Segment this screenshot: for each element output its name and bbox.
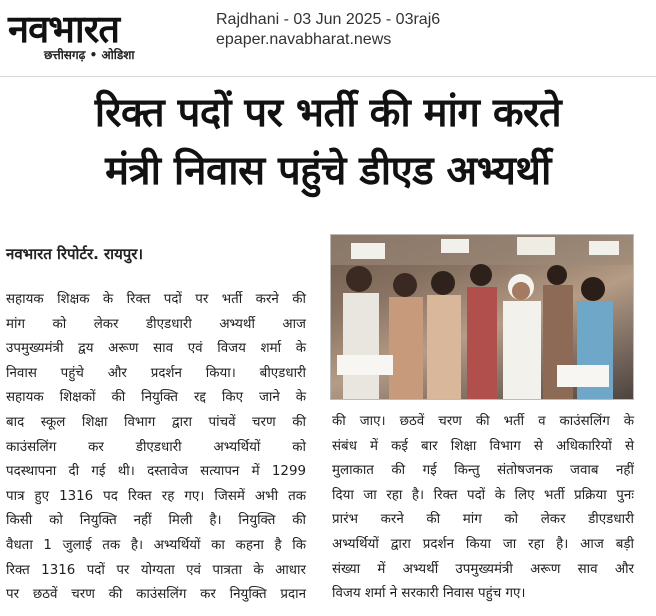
body-line: उपमुख्यमंत्री द्वय अरूण साव एवं विजय शर्मा के bbox=[6, 341, 306, 357]
headline-line-2: मंत्री निवास पहुंचे डीएड अभ्यर्थी bbox=[105, 148, 551, 194]
body-line: निवास पहुंचे और प्रदर्शन किया। बीएडधारी bbox=[6, 365, 306, 381]
logo-subtitle: छत्तीसगढ़ • ओडिशा bbox=[44, 48, 135, 62]
body-line: दिया जा रहा है। रिक्त पदों के लिए भर्ती प्रक्रिया पुनः bbox=[332, 487, 634, 503]
body-line: विजय शर्मा ने सरकारी निवास पहुंच गए। bbox=[332, 586, 526, 602]
protest-photo-illustration bbox=[331, 235, 633, 399]
body-line: रिक्त 1316 पदों पर योग्यता एवं पात्रता के आधार bbox=[6, 562, 306, 578]
body-line: पदस्थापना दी गई थी। दस्तावेज सत्यापन में 1299 bbox=[6, 464, 306, 480]
masthead bbox=[0, 0, 656, 70]
logo-wordmark: नवभारत bbox=[8, 7, 119, 51]
body-line: मांग को लेकर डीएडधारी अभ्यर्थी आज bbox=[6, 316, 306, 332]
edition-info bbox=[216, 10, 440, 50]
protest-photo bbox=[330, 234, 634, 400]
body-line: पात्र हुए 1316 पद रिक्त रह गए। जिसमें अभी तक bbox=[6, 488, 306, 504]
article-byline: नवभारत रिपोर्टर. रायपुर। bbox=[6, 245, 144, 263]
site-address: epaper.navabharat.news bbox=[216, 31, 392, 48]
newspaper-logo bbox=[8, 4, 200, 62]
body-line: काउंसलिंग कर डीएडधारी अभ्यर्थियों को bbox=[6, 439, 306, 455]
edition-line: Rajdhani - 03 Jun 2025 - 03raj6 bbox=[216, 11, 441, 28]
body-line: किसी को नियुक्ति नहीं मिली है। नियुक्ति की bbox=[6, 513, 306, 529]
body-line: अभ्यर्थियों द्वारा प्रदर्शन किया जा रहा है। आज बड़ी bbox=[332, 536, 634, 552]
body-line: की जाए। छठवें चरण की भर्ती व काउंसलिंग के bbox=[332, 414, 634, 429]
body-line: मुलाकात की गई किन्तु संतोषजनक जवाब नहीं bbox=[332, 463, 634, 479]
body-line: संख्या में अभ्यर्थी उपमुख्यमंत्री अरूण साव और bbox=[332, 561, 634, 577]
body-line: प्रारंभ करने की मांग को लेकर डीएडधारी bbox=[332, 512, 634, 528]
headline-line-1: रिक्त पदों पर भर्ती की मांग करते bbox=[94, 90, 562, 136]
article-headline bbox=[0, 84, 656, 200]
body-line: सहायक शिक्षकों की नियुक्ति रद्द किए जाने के bbox=[6, 390, 306, 406]
body-line: बाद स्कूल शिक्षा विभाग द्वारा पांचवें चरण की bbox=[6, 414, 306, 430]
body-line: वैधता 1 जुलाई तक है। अभ्यर्थियों का कहना है कि bbox=[6, 537, 306, 553]
body-line: पर छठवें चरण की काउंसलिंग कर नियुक्ति प्रदान bbox=[6, 587, 306, 603]
article-column-left bbox=[6, 288, 306, 608]
body-line: सहायक शिक्षक के रिक्त पदों पर भर्ती करने की bbox=[6, 292, 306, 307]
body-line: संबंध में कई बार शिक्षा विभाग से अधिकारियों से bbox=[332, 438, 634, 454]
article-column-right bbox=[332, 410, 634, 607]
masthead-divider bbox=[0, 76, 656, 77]
